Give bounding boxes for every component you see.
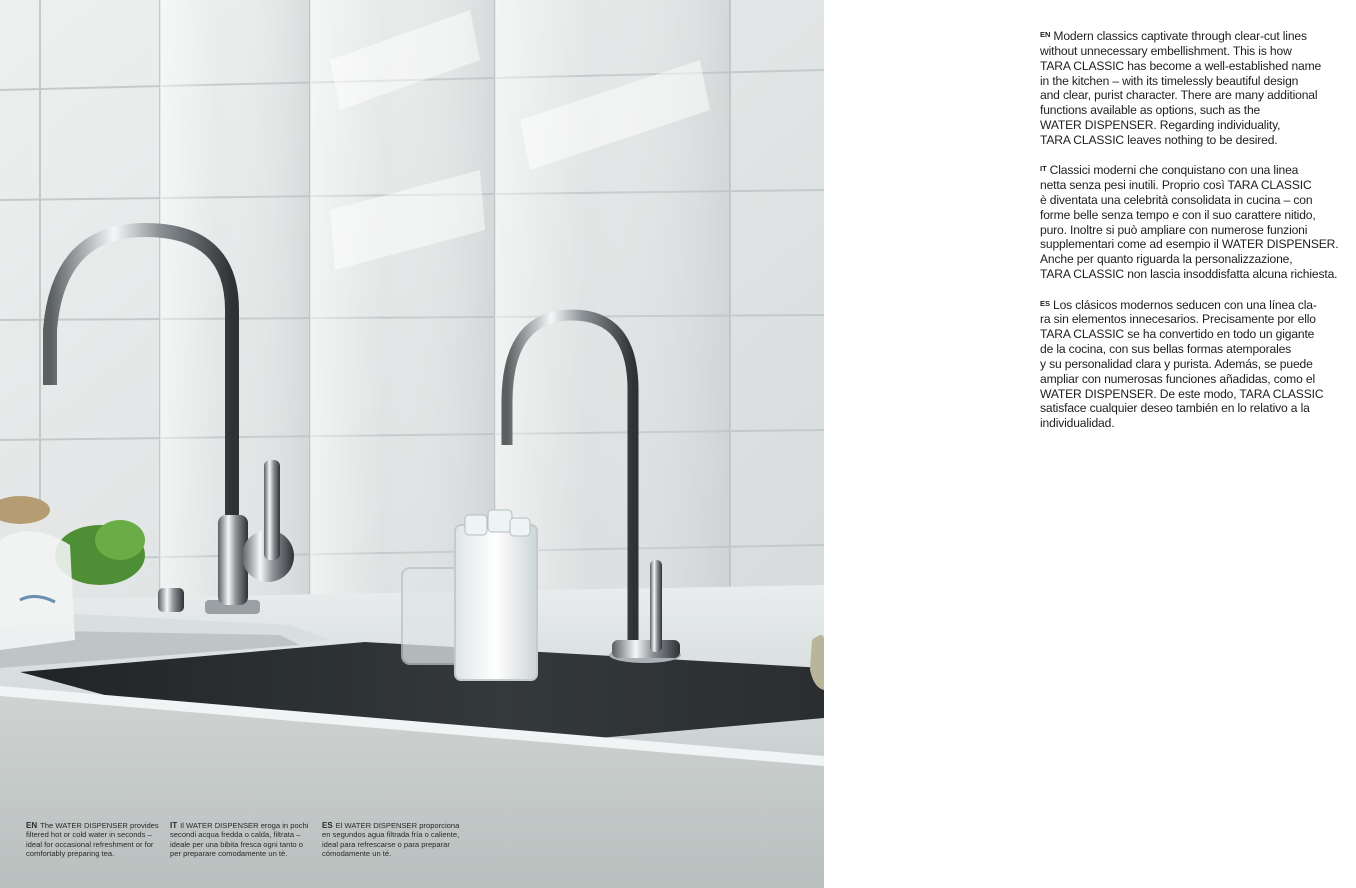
caption-lang-label: ES — [322, 821, 333, 830]
caption-lang-label: EN — [26, 821, 38, 830]
caption-text: The WATER DISPENSER provides filtered hot or cold water in seconds – ideal for occasional refreshment or for comfortably preparing tea. — [26, 821, 159, 859]
caption-es — [322, 821, 472, 859]
paragraph-lang-label: EN — [1040, 30, 1051, 39]
caption-it — [170, 821, 312, 859]
paragraph-text: Modern classics captivate through clear-cut lines without unnecessary embellishment. This is how TARA CLASSIC has become a well-established name in the kitchen – with its timelessly beautiful design and clear, purist character. There are many additional functions available as options, such as the WATER DISPENSER. Regarding individuality, TARA CLASSIC leaves nothing to be desired. — [1040, 29, 1322, 147]
paragraph-lang-label: ES — [1040, 298, 1051, 308]
caption-en — [26, 821, 161, 859]
photo-captions — [26, 821, 486, 871]
body-text-column — [1040, 28, 1340, 446]
paragraph-it — [1040, 162, 1340, 282]
paragraph-text: Classici moderni che conquistano con una linea netta senza pesi inutili. Proprio così TARA CLASSIC è diventata una celebrità consolidata in cucina – con forme belle senza tempo e con il suo carattere nitido, puro. Inoltre si può ampliare con numerose funzioni supplementari come ad esempio il WATER DISPENSER. Anche per quanto riguarda la personalizzazione, TARA CLASSIC non lascia insoddisfatta alcuna richiesta. — [1040, 163, 1339, 282]
caption-text: Il WATER DISPENSER eroga in pochi secondi acqua fredda o calda, filtrata – ideale per una bibita fresca ogni tanto o per preparare comodamente un tè. — [170, 821, 309, 859]
paragraph-text: Los clásicos modernos seducen con una línea cla- ra sin elementos innecesarios. Precisamente por ello TARA CLASSIC se ha convertido en todo un gigante de la cocina, con sus bellas formas atemporales y su personalidad clara y purista. Además, se puede ampliar con numerosas funciones añadidas, como el WATER DISPENSER. De este modo, TARA CLASSIC satisface cualquier deseo también en lo relativo a la individualidad. — [1040, 297, 1324, 431]
caption-text: El WATER DISPENSER proporciona en segundos agua filtrada fría o caliente, ideal para refrescarse o para preparar cómodamente un té. — [322, 821, 460, 859]
paragraph-en — [1040, 28, 1340, 148]
caption-lang-label: IT — [170, 821, 178, 830]
paragraph-es — [1040, 297, 1340, 432]
paragraph-lang-label: IT — [1040, 164, 1047, 174]
